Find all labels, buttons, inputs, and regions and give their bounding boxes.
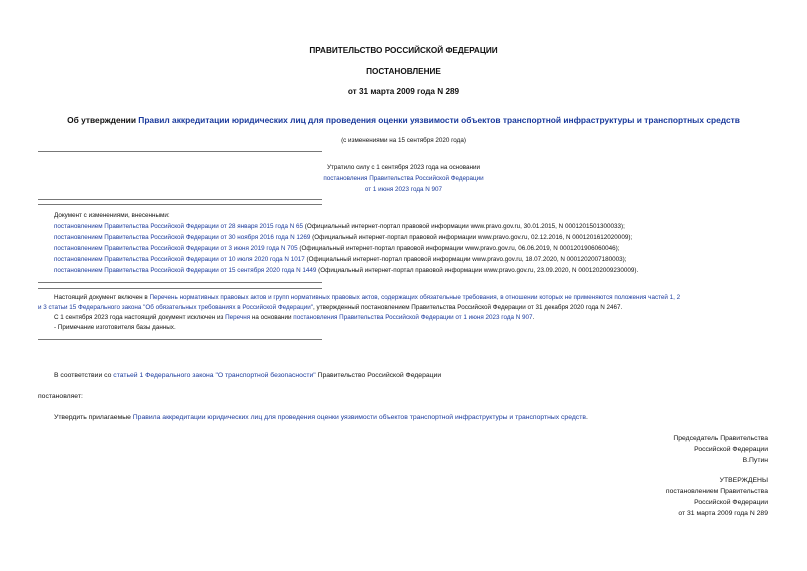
signature-name: В.Путин xyxy=(742,457,768,464)
registry-list-link[interactable]: Перечень нормативных правовых актов и групп нормативных правовых актов, содержащих обязательные требования, в отношении которых не применяются положения частей 1, 2 xyxy=(149,294,681,301)
title-rules-link[interactable]: Правил аккредитации юридических лиц для проведения оценки уязвимости объектов транспортной инфраструктуры и транспортных средств xyxy=(138,115,740,125)
note-text: С 1 сентября 2023 года настоящий документ исключен из xyxy=(54,314,226,321)
amendment-link[interactable]: постановлением Правительства Российской Федерации от 30 ноября 2016 года N 1269 xyxy=(54,234,311,241)
separator-line xyxy=(38,339,322,340)
expired-link-line-2 xyxy=(0,184,807,195)
amendment-item xyxy=(54,221,625,232)
separator-line xyxy=(38,282,322,283)
amendment-item xyxy=(54,232,632,243)
list-link[interactable]: Перечня xyxy=(225,314,251,321)
amendment-link[interactable]: постановлением Правительства Российской Федерации от 15 сентября 2020 года N 1449 xyxy=(54,267,317,274)
amendment-link[interactable]: постановлением Правительства Российской Федерации от 10 июля 2020 года N 1017 xyxy=(54,256,305,263)
title-prefix: Об утверждении xyxy=(67,115,139,125)
approval-paragraph xyxy=(54,412,588,424)
approved-heading: УТВЕРЖДЕНЫ xyxy=(719,477,768,484)
document-title xyxy=(0,115,807,125)
government-heading: ПРАВИТЕЛЬСТВО РОССИЙСКОЙ ФЕДЕРАЦИИ xyxy=(309,46,498,55)
exclusion-resolution-link[interactable]: постановления Правительства Российской Федерации от 1 июня 2023 года N 907 xyxy=(293,314,533,321)
expired-link-line-1 xyxy=(0,173,807,184)
expiry-resolution-link[interactable]: постановления Правительства Российской Федерации xyxy=(323,175,484,182)
edition-note: (с изменениями на 15 сентября 2020 года) xyxy=(341,137,466,144)
note-text: , утвержденный постановлением Правительства Российской Федерации от 31 декабря 2020 года N 2467. xyxy=(313,304,623,311)
document-type-heading: ПОСТАНОВЛЕНИЕ xyxy=(366,67,441,76)
separator-line xyxy=(38,199,322,200)
amendment-source: (Официальный интернет-портал правовой информации www.pravo.gov.ru, 23.09.2020, N 0001202009230009). xyxy=(316,267,639,274)
expiry-resolution-link-date[interactable]: от 1 июня 2023 года N 907 xyxy=(364,186,443,193)
approval-text: Утвердить прилагаемые xyxy=(54,414,133,421)
note-text: на основании xyxy=(250,314,294,321)
amendment-source: (Официальный интернет-портал правовой информации www.pravo.gov.ru, 18.07.2020, N 0001202007180003); xyxy=(304,256,627,263)
signature-title: Председатель Правительства xyxy=(673,435,768,442)
preamble-text: В соответствии со xyxy=(54,372,114,379)
note-text: Настоящий документ включен в xyxy=(54,294,150,301)
amendment-item xyxy=(54,243,619,254)
amendment-source: (Официальный интернет-портал правовой информации www.pravo.gov.ru, 30.01.2015, N 0001201501300033); xyxy=(303,223,625,230)
approved-country: Российской Федерации xyxy=(694,499,768,506)
amendment-item xyxy=(54,265,638,276)
database-note: - Примечание изготовителя базы данных. xyxy=(54,324,176,331)
amendments-intro: Документ с изменениями, внесенными: xyxy=(54,212,170,219)
amendment-item xyxy=(54,254,627,265)
preamble-text: Правительство Российской Федерации xyxy=(315,372,442,379)
signature-country: Российской Федерации xyxy=(694,446,768,453)
amendment-link[interactable]: постановлением Правительства Российской Федерации от 28 января 2015 года N 65 xyxy=(54,223,304,230)
approval-text: . xyxy=(585,414,588,421)
separator-line xyxy=(38,151,322,152)
approved-date: от 31 марта 2009 года N 289 xyxy=(678,510,768,517)
approved-rules-link[interactable]: Правила аккредитации юридических лиц для проведения оценки уязвимости объектов транспортной инфраструктуры и транспортных средств xyxy=(132,414,586,421)
separator-line xyxy=(38,204,322,205)
amendment-source: (Официальный интернет-портал правовой информации www.pravo.gov.ru, 06.06.2019, N 0001201906060046); xyxy=(297,245,620,252)
amendment-link[interactable]: постановлением Правительства Российской Федерации от 3 июня 2019 года N 705 xyxy=(54,245,298,252)
approved-by: постановлением Правительства xyxy=(665,488,768,495)
registry-list-link-cont[interactable]: и 3 статьи 15 Федерального закона "Об обязательных требованиях в Российской Федерации" xyxy=(38,304,314,311)
expired-notice: Утратило силу с 1 сентября 2023 года на основании xyxy=(326,164,480,171)
note-text: . xyxy=(532,314,535,321)
preamble xyxy=(54,370,441,382)
decides-label: постановляет: xyxy=(38,393,83,400)
separator-line xyxy=(38,288,322,289)
document-date-number: от 31 марта 2009 года N 289 xyxy=(347,87,460,96)
amendment-source: (Официальный интернет-портал правовой информации www.pravo.gov.ru, 02.12.2016, N 0001201612020009); xyxy=(310,234,633,241)
transport-security-law-link[interactable]: статьей 1 Федерального закона "О транспортной безопасности" xyxy=(113,372,316,379)
